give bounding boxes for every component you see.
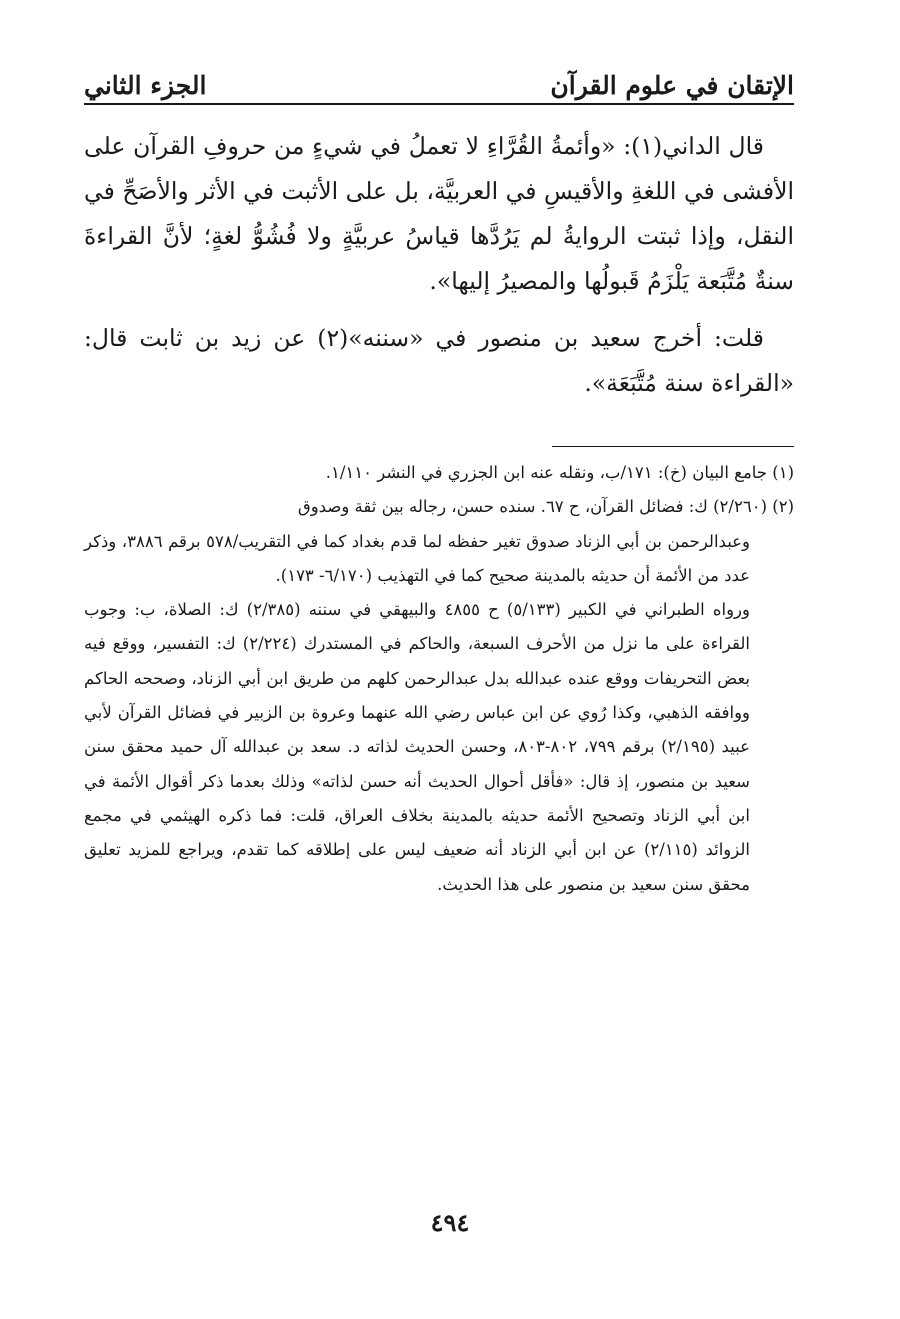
main-paragraph: قال الداني(١): «وأئمةُ القُرَّاءِ لا تعملُ في شيءٍ من حروفِ القرآن على الأفشى في اللغةِ والأقيسِ في العربيَّة، بل على الأثبت في الأثر والأصَحِّ في النقل، وإذا ثبتت الروايةُ لم يَرُدَّها قياسُ عربيَّةٍ ولا فُشُوُّ لغةٍ؛ لأنَّ القراءةَ سنةٌ مُتَّبَعة يَلْزَمُ قَبولُها والمصيرُ إليها». <box>84 132 794 295</box>
page-number: ٤٩٤ <box>430 1208 470 1237</box>
footnote-divider <box>552 446 794 447</box>
footnote: (٢) (٢/٢٦٠) ك: فضائل القرآن، ح ٦٧. سنده حسن، رجاله بين ثقة وصدوق <box>297 497 794 517</box>
footnote-continuation: ورواه الطبراني في الكبير (٥/١٣٣) ح ٤٨٥٥ والبيهقي في سننه (٢/٣٨٥) ك: الصلاة، ب: وجوب القراءة على ما نزل من الأحرف السبعة، والحاكم في المستدرك (٢/٢٢٤) ك: التفسير، ووقع فيه بعض التحريفات ووقع عنده عبدالله بدل عبدالرحمن كلهم من طريق ابن أبي الزناد، وصححه الحاكم ووافقه الذهبي، وكذا رُوي عن ابن عباس رضي الله عنهما وعروة بن الزبير في فضائل القرآن لأبي عبيد (٢/١٩٥) برقم ٧٩٩، ٨٠٢-٨٠٣، وحسن الحديث لذاته د. سعد بن عبدالله آل حميد محقق سنن سعيد بن منصور، إذ قال: «فأقل أحوال الحديث أنه حسن لذاته» وذلك بعدما ذكر أقوال الأئمة في ابن أبي الزناد وتصحيح الأئمة حديثه بالمدينة بخلاف العراق، قلت: فما ذكره الهيثمي في مجمع الزوائد (٢/١١٥) عن ابن أبي الزناد أنه ضعيف ليس على إطلاقه كما تقدم، ويراجع للمزيد تعليق محقق سنن سعيد بن منصور على هذا الحديث. <box>84 600 750 894</box>
footnotes <box>84 456 794 902</box>
volume-label: الجزء الثاني <box>84 71 207 100</box>
footnote: (١) جامع البيان (خ): ١٧١/ب، ونقله عنه ابن الجزري في النشر ١/١١٠. <box>325 463 794 482</box>
running-header <box>84 56 794 100</box>
footnote-continuation: وعبدالرحمن بن أبي الزناد صدوق تغير حفظه لما قدم بغداد كما في التقريب/٥٧٨ برقم ٣٨٨٦، وذكر عدد من الأئمة أن حديثه بالمدينة صحيح كما في التهذيب (٦/١٧٠- ١٧٣). <box>84 531 750 585</box>
book-title: الإتقان في علوم القرآن <box>550 71 794 100</box>
main-text <box>84 124 794 406</box>
header-divider <box>84 103 794 105</box>
main-paragraph: قلت: أخرج سعيد بن منصور في «سننه»(٢) عن زيد بن ثابت قال: «القراءة سنة مُتَّبَعَة». <box>84 324 794 397</box>
